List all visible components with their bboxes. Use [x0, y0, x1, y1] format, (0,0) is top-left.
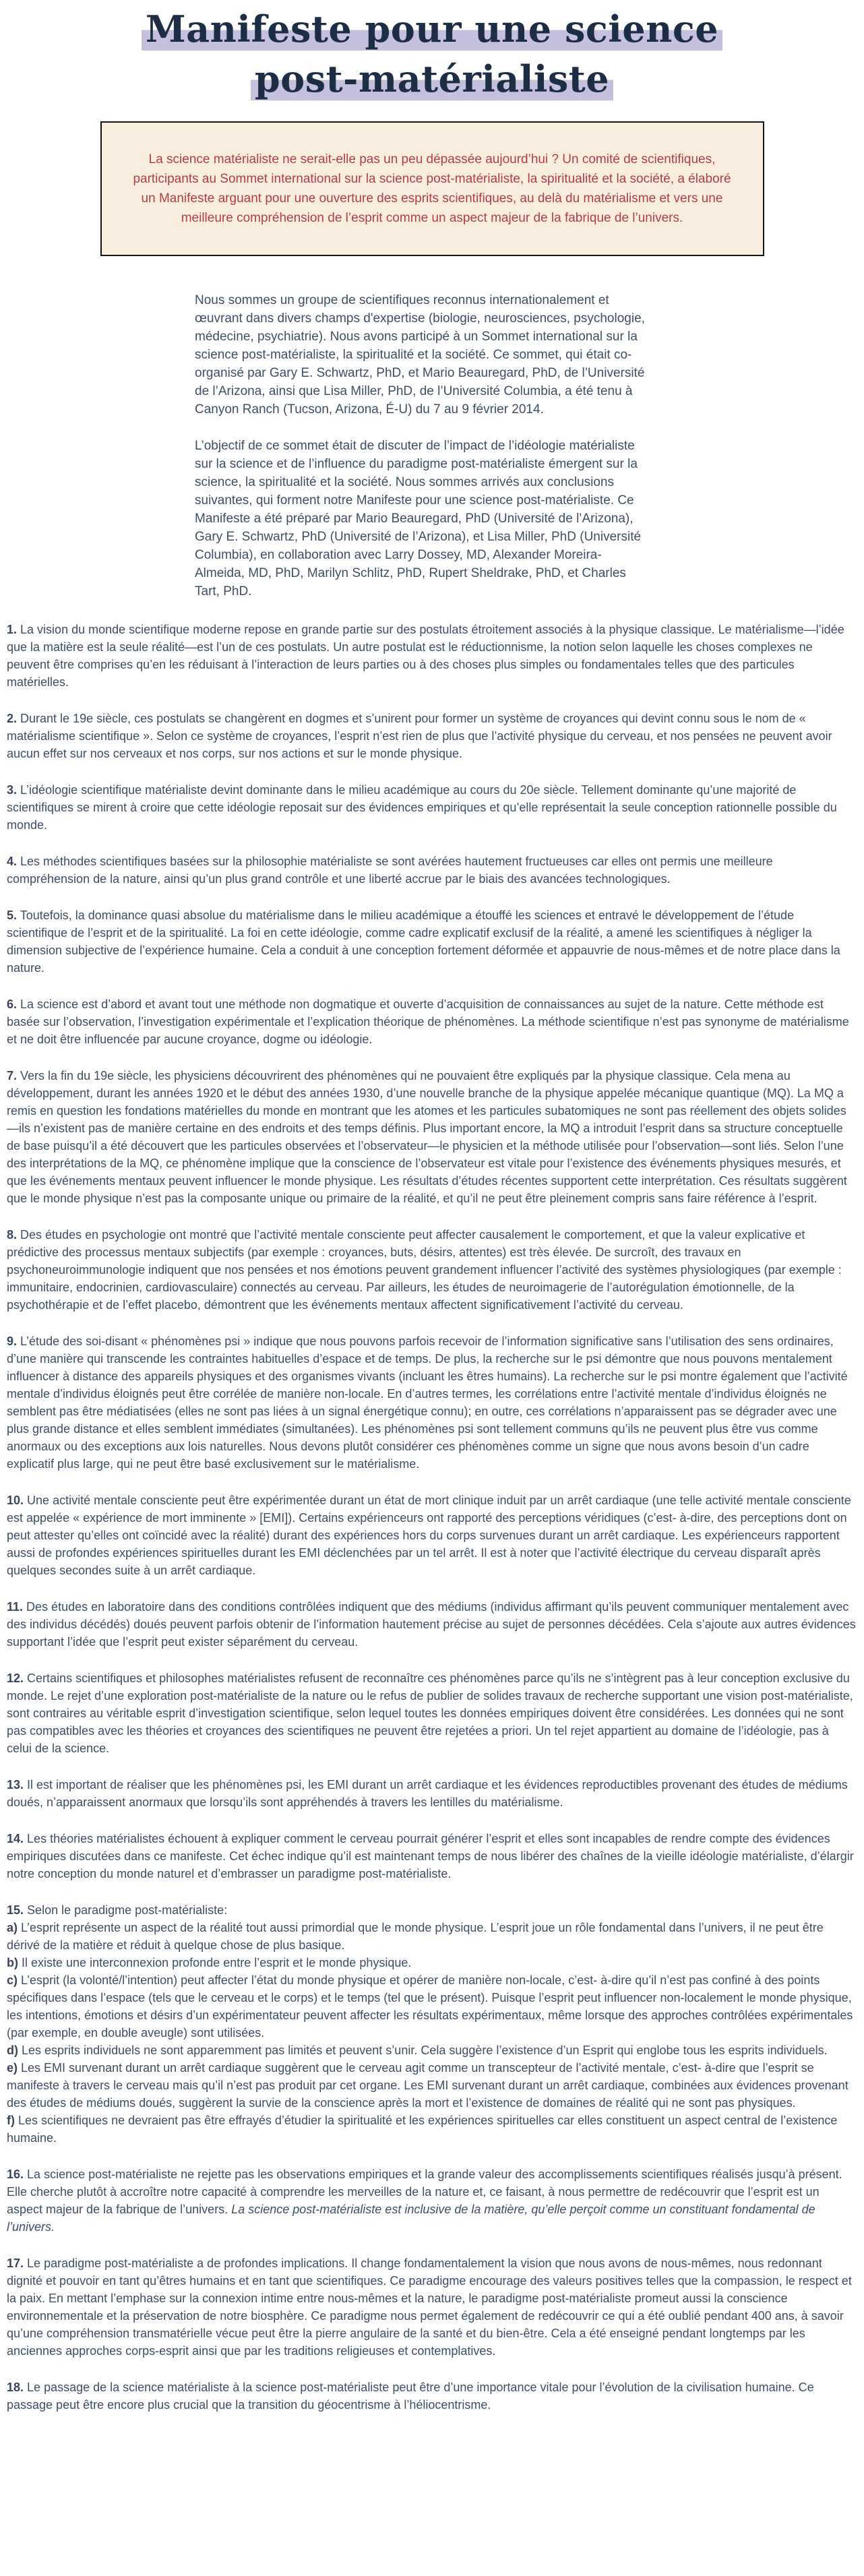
subitem-text: Il existe une interconnexion profonde entre l’esprit et le monde physique. — [22, 1956, 412, 1969]
manifesto-paragraph-15 — [7, 1901, 856, 1919]
callout-text: La science matérialiste ne serait-elle pas un peu dépassée aujourd’hui ? Un comité de scientifiques, participants au Sommet international sur la science post-matérialiste, la spiritualité et la société, a élaboré un Manifeste arguant pour une ouverture des esprits scientifiques, au delà du matérialisme et vers une meilleure compréhension de l’esprit comme un aspect majeur de la fabrique de l’univers. — [133, 152, 731, 225]
paragraph-text: La science post-matérialiste ne rejette pas les observations empiriques et la grande valeur des accomplissements scientifiques réalisés jusqu’à présent. Elle cherche plutôt à accroître notre capacité à comprendre les merveilles de la nature et, ce faisant, à nous permettre de redécouvrir que l’esprit est un aspect majeur de la fabrique de l’univers. — [7, 2168, 842, 2216]
subitem-text: Les scientifiques ne devraient pas être effrayés d’étudier la spiritualité et les expériences spirituelles car elles constituent un aspect central de l’existence humaine. — [7, 2114, 838, 2145]
callout-box — [100, 121, 764, 256]
paragraph-number: 6. — [7, 998, 18, 1011]
paragraph-text: Le paradigme post-matérialiste a de profondes implications. Il change fondamentalement la vision que nous avons de nous-mêmes, nous redonnant dignité et pouvoir en tant qu’êtres humains et en tant que scientifiques. Ce paradigme encourage des valeurs positives telles que la compassion, le respect et la paix. En mettant l’emphase sur la connexion intime entre nous-mêmes et la nature, le paradigme post-matérialiste promeut aussi la conscience environnementale et la préservation de notre biosphère. Ce paradigme nous permet également de redécouvrir ce qui a été oublié pendant 400 ans, à savoir qu’une compréhension transmatérielle vécue peut être la pierre angulaire de la santé et du bien-être. Cela a été enseigné pendant longtemps par les anciennes approches corps-esprit ainsi que par les traditions religieuses et contemplatives. — [7, 2257, 852, 2358]
manifesto-paragraph-6 — [7, 995, 856, 1048]
paragraph-text: La science est d’abord et avant tout une méthode non dogmatique et ouverte d’acquisition de connaissances au sujet de la nature. Cette méthode est basée sur l’observation, l’investigation expérimentale et l’explication théorique de phénomènes. La méthode scientifique n’est pas synonyme de matérialisme et ne doit être influencée par aucune croyance, dogme ou idéologie. — [7, 998, 849, 1046]
paragraph-text: L’étude des soi-disant « phénomènes psi » indique que nous pouvons parfois recevoir de l’information significative sans l’utilisation des sens ordinaires, d’une manière qui transcende les contraintes habituelles d’espace et de temps. De plus, la recherche sur le psi démontre que nous pouvons mentalement influencer à distance des appareils physiques et des organismes vivants (incluant les êtres humains). La recherche sur le psi montre également que l’activité mentale d’individus éloignés peut être corrélée de manière non-locale. En d’autres termes, les corrélations entre l’activité mentale d’individus éloignés ne semblent pas être médiatisées (elles ne sont pas liées à un signal énergétique connu); en outre, ces corrélations n’apparaissent pas se dégrader avec une plus grande distance et elles semblent immédiates (simultanées). Les phénomènes psi sont tellement communs qu’ils ne peuvent plus être vus comme anormaux ou des exceptions aux lois naturelles. Nous devons plutôt considérer ces phénomènes comme un signe que nous avons besoin d’un cadre explicatif plus large, qui ne peut être basé exclusivement sur le matérialisme. — [7, 1335, 848, 1471]
paragraph-number: 2. — [7, 712, 18, 725]
manifesto-paragraph-17 — [7, 2255, 856, 2360]
paragraph-number: 5. — [7, 909, 18, 922]
subitem-text: L’esprit (la volonté/l’intention) peut affecter l’état du monde physique et opérer de manière non-locale, c’est- à-dire qu’il n’est pas confiné à des points spécifiques dans l’espace (tels que le cerveau et le corps) et le temps (tel que le présent). Puisque l’esprit peut influencer non-localement le monde physique, les intentions, émotions et désirs d’un expérimentateur peuvent affecter les résultats expérimentaux, même lorsque des approches contrôlées expérimentales (par exemple, en double aveugle) sont utilisées. — [7, 1973, 853, 2040]
intro-section — [195, 291, 648, 601]
paragraph-text: Toutefois, la dominance quasi absolue du matérialisme dans le milieu académique a étouffé les sciences et entravé le développement de l’étude scientifique de l’esprit et de la spiritualité. La foi en cette idéologie, comme cadre explicatif exclusif de la réalité, a amené les scientifiques à négliger la dimension subjective de l’expérience humaine. Cela a conduit à une conception fortement déformée et appauvrie de nous-mêmes et de notre place dans la nature. — [7, 909, 840, 975]
paragraph-text: Certains scientifiques et philosophes matérialistes refusent de reconnaître ces phénomènes parce qu’ils ne s’intègrent pas à leur conception exclusive du monde. Le rejet d’une exploration post-matérialiste de la nature ou le refus de publier de solides travaux de recherche supportant une vision post-matérialiste, sont contraires au véritable esprit d’investigation scientifique, selon lequel toutes les données empiriques doivent être considérées. Les données qui ne sont pas compatibles avec les théories et croyances des scientifiques ne peuvent être rejetées a priori. Un tel rejet appartient au domaine de l’idéologie, pas à celui de la science. — [7, 1672, 853, 1755]
manifesto-paragraph-1 — [7, 621, 856, 691]
paragraph-text: L’idéologie scientifique matérialiste devint dominante dans le milieu académique au cours du 20e siècle. Tellement dominante qu’une majorité de scientifiques se mirent à croire que cette idéologie reposait sur des évidences empiriques et qu’elle représentait la seule conception rationnelle possible du monde. — [7, 783, 837, 832]
paragraph-number: 14. — [7, 1832, 24, 1845]
paragraph-text: Vers la fin du 19e siècle, les physiciens découvrirent des phénomènes qui ne pouvaient être expliqués par la physique classique. Cela mena au développement, durant les années 1920 et le début des années 1930, d’une nouvelle branche de la physique appelée mécanique quantique (MQ). La MQ a remis en question les fondations matérielles du monde en montrant que les atomes et les particules subatomiques ne sont pas réellement des objets solides—ils n’existent pas de manière certaine en des endroits et des temps définis. Plus important encore, la MQ a introduit l’esprit dans sa structure conceptuelle de base puisqu’il a été découvert que les particules observées et l’observateur—le physicien et la méthode utilisée pour l’observation—sont liés. Selon l’une des interprétations de la MQ, ce phénomène implique que la conscience de l’observateur est vitale pour l’existence des événements physiques mesurés, et que les événements mentaux peuvent influencer le monde physique. Les résultats d’études récentes supportent cette interprétation. Ces résultats suggèrent que le monde physique n’est pas la composante unique ou primaire de la réalité, et qu’il ne peut être pleinement compris sans faire référence à l’esprit. — [7, 1069, 847, 1205]
page-title — [0, 0, 864, 104]
subitem-text: Les EMI survenant durant un arrêt cardiaque suggèrent que le cerveau agit comme un transcepteur de l’activité mentale, c’est- à-dire que l’esprit se manifeste à travers le cerveau mais qu’il n’est pas produit par cet organe. Les EMI survenant durant un arrêt cardiaque, combinées aux évidences provenant des études de médiums doués, suggèrent la survie de la conscience après la mort et l’existence de domaines de réalité qui ne sont pas physiques. — [7, 2061, 848, 2110]
intro-paragraph-2: L’objectif de ce sommet était de discuter de l’impact de l’idéologie matérialiste sur la science et de l’influence du paradigme post-matérialiste émergent sur la science, la spiritualité et la société. Nous sommes arrivés aux conclusions suivantes, qui forment notre Manifeste pour une science post-matérialiste. Ce Manifeste a été préparé par Mario Beauregard, PhD (Université de l’Arizona), Gary E. Schwartz, PhD (Université de l’Arizona), et Lisa Miller, PhD (Université Columbia), en collaboration avec Larry Dossey, MD, Alexander Moreira-Almeida, MD, PhD, Marilyn Schlitz, PhD, Rupert Sheldrake, PhD, et Charles Tart, PhD. — [195, 439, 642, 599]
intro-paragraph-1: Nous sommes un groupe de scientifiques reconnus internationalement et œuvrant dans divers champs d'expertise (biologie, neurosciences, psychologie, médecine, psychiatrie). Nous avons participé à un Sommet international sur la science post-matérialiste, la spiritualité et la société. Ce sommet, qui était co-organisé par Gary E. Schwartz, PhD, et Mario Beauregard, PhD, de l’Université de l’Arizona, ainsi que Lisa Miller, PhD, de l’Université Columbia, a été tenu à Canyon Ranch (Tucson, Arizona, É-U) du 7 au 9 février 2014. — [195, 293, 645, 417]
paragraph-italic-text: La science post-matérialiste est inclusive de la matière, qu’elle perçoit comme un constituant fondamental de l’univers. — [7, 2203, 815, 2234]
subitem-letter: c) — [7, 1973, 18, 1987]
manifesto-paragraph-15e — [7, 2059, 856, 2112]
paragraph-text: Une activité mentale consciente peut être expérimentée durant un état de mort clinique induit par un arrêt cardiaque (une telle activité mentale consciente est appelée « expérience de mort imminente » [EMI]). Certains expérienceurs ont rapporté des perceptions véridiques (c’est- à-dire, des perceptions dont on peut attester qu’elles ont coïncidé avec la réalité) durant des expériences hors du corps survenues durant un arrêt cardiaque. Les expérienceurs rapportent aussi de profondes expériences spirituelles durant les EMI déclenchées par un tel arrêt. Il est à noter que l’activité électrique du cerveau disparaît après quelques secondes suite à un arrêt cardiaque. — [7, 1494, 851, 1577]
paragraph-text: Le passage de la science matérialiste à la science post-matérialiste peut être d’une importance vitale pour l’évolution de la civilisation humaine. Ce passage peut être encore plus crucial que la transition du géocentrisme à l’héliocentrisme. — [7, 2381, 814, 2412]
manifesto-paragraph-15c — [7, 1971, 856, 2042]
paragraph-number: 1. — [7, 623, 18, 636]
manifesto-paragraph-15f — [7, 2112, 856, 2147]
manifesto-paragraph-13 — [7, 1776, 856, 1811]
paragraph-number: 15. — [7, 1903, 24, 1917]
subitem-letter: f) — [7, 2114, 15, 2127]
paragraph-number: 13. — [7, 1778, 24, 1791]
paragraph-number: 9. — [7, 1335, 18, 1348]
paragraph-number: 17. — [7, 2257, 24, 2270]
subitem-letter: d) — [7, 2044, 18, 2057]
manifesto-section — [0, 619, 864, 2414]
paragraph-number: 11. — [7, 1600, 24, 1614]
page-title-line2: post-matérialiste — [251, 57, 613, 100]
paragraph-number: 12. — [7, 1672, 24, 1685]
paragraph-text: Des études en laboratoire dans des conditions contrôlées indiquent que des médiums (individus affirmant qu’ils peuvent communiquer mentalement avec des individus décédés) doués peuvent parfois obtenir de l’information hautement précise au sujet de personnes décédées. Cela s’ajoute aux autres évidences supportant l’idée que l’esprit peut exister séparément du cerveau. — [7, 1600, 856, 1649]
manifesto-paragraph-16 — [7, 2166, 856, 2236]
manifesto-paragraph-7 — [7, 1067, 856, 1207]
paragraph-text: Des études en psychologie ont montré que l’activité mentale consciente peut affecter causalement le comportement, et que la valeur explicative et prédictive des processus mentaux subjectifs (par exemple : croyances, buts, désirs, attentes) est très élevée. De surcroît, des travaux en psychoneuroimmunologie indiquent que nos pensées et nos émotions peuvent grandement influencer l’activité des systèmes physiologiques (par exemple : immunitaire, endocrinien, cardiovasculaire) connectés au cerveau. Par ailleurs, les études de neuroimagerie de l’autorégulation émotionnelle, de la psychothérapie et de l’effet placebo, démontrent que les événements mentaux affectent significativement l’activité du cerveau. — [7, 1228, 842, 1312]
manifesto-paragraph-15b — [7, 1954, 856, 1971]
manifesto-paragraph-15a — [7, 1919, 856, 1954]
paragraph-number: 8. — [7, 1228, 18, 1241]
manifesto-paragraph-8 — [7, 1226, 856, 1314]
paragraph-text: Durant le 19e siècle, ces postulats se changèrent en dogmes et s’unirent pour former un système de croyances qui devint connu sous le nom de « matérialisme scientifique ». Selon ce système de croyances, l’esprit n’est rien de plus que l’activité physique du cerveau, et nos pensées ne peuvent avoir aucun effet sur nos cerveaux et nos corps, sur nos actions et sur le monde physique. — [7, 712, 832, 760]
manifesto-paragraph-9 — [7, 1332, 856, 1473]
paragraph-number: 10. — [7, 1494, 24, 1507]
manifesto-paragraph-10 — [7, 1492, 856, 1579]
paragraph-number: 7. — [7, 1069, 18, 1082]
manifesto-paragraph-15d — [7, 2042, 856, 2059]
manifesto-paragraph-4 — [7, 853, 856, 888]
subitem-letter: e) — [7, 2061, 18, 2075]
subitem-letter: b) — [7, 1956, 18, 1969]
manifesto-paragraph-14 — [7, 1830, 856, 1882]
manifesto-paragraph-11 — [7, 1598, 856, 1651]
subitem-text: L’esprit représente un aspect de la réalité tout aussi primordial que le monde physique. L’esprit joue un rôle fondamental dans l’univers, il ne peut être dérivé de la matière et réduit à quelque chose de plus basique. — [7, 1921, 824, 1952]
page-title-line1: Manifeste pour une science — [142, 7, 722, 51]
manifesto-paragraph-5 — [7, 907, 856, 977]
paragraph-text: La vision du monde scientifique moderne repose en grande partie sur des postulats étroitement associés à la physique classique. Le matérialisme—l’idée que la matière est la seule réalité—est l’un de ces postulats. Un autre postulat est le réductionnisme, la notion selon laquelle les choses complexes ne peuvent être comprises qu’en les réduisant à l’interaction de leurs parties ou à des choses plus simples ou fondamentales telles que des particules matérielles. — [7, 623, 844, 689]
paragraph-text: Les méthodes scientifiques basées sur la philosophie matérialiste se sont avérées hautement fructueuses car elles ont permis une meilleure compréhension de la nature, ainsi qu’un plus grand contrôle et une liberté accrue par le biais des avancées technologiques. — [7, 855, 773, 886]
manifesto-paragraph-12 — [7, 1669, 856, 1757]
subitem-text: Les esprits individuels ne sont apparemment pas limités et peuvent s’unir. Cela suggère l’existence d’un Esprit qui englobe tous les esprits individuels. — [22, 2044, 828, 2057]
subitem-letter: a) — [7, 1921, 18, 1934]
paragraph-number: 16. — [7, 2168, 24, 2181]
paragraph-text: Les théories matérialistes échouent à expliquer comment le cerveau pourrait générer l’esprit et elles sont incapables de rendre compte des évidences empiriques discutées dans ce manifeste. Cet échec indique qu’il est maintenant temps de nous libérer des chaînes de la vieille idéologie matérialiste, d’élargir notre conception du monde naturel et d’embrasser un paradigme post-matérialiste. — [7, 1832, 854, 1880]
paragraph-text: Il est important de réaliser que les phénomènes psi, les EMI durant un arrêt cardiaque et les évidences reproductibles provenant des études de médiums doués, n’apparaissent anormaux que lorsqu’ils sont appréhendés à travers les lentilles du matérialisme. — [7, 1778, 848, 1809]
manifesto-paragraph-2 — [7, 710, 856, 762]
manifesto-paragraph-3 — [7, 781, 856, 834]
manifesto-paragraph-18 — [7, 2379, 856, 2414]
paragraph-number: 4. — [7, 855, 18, 868]
paragraph-number: 18. — [7, 2381, 24, 2394]
paragraph-text: Selon le paradigme post-matérialiste: — [27, 1903, 228, 1917]
paragraph-number: 3. — [7, 783, 18, 797]
